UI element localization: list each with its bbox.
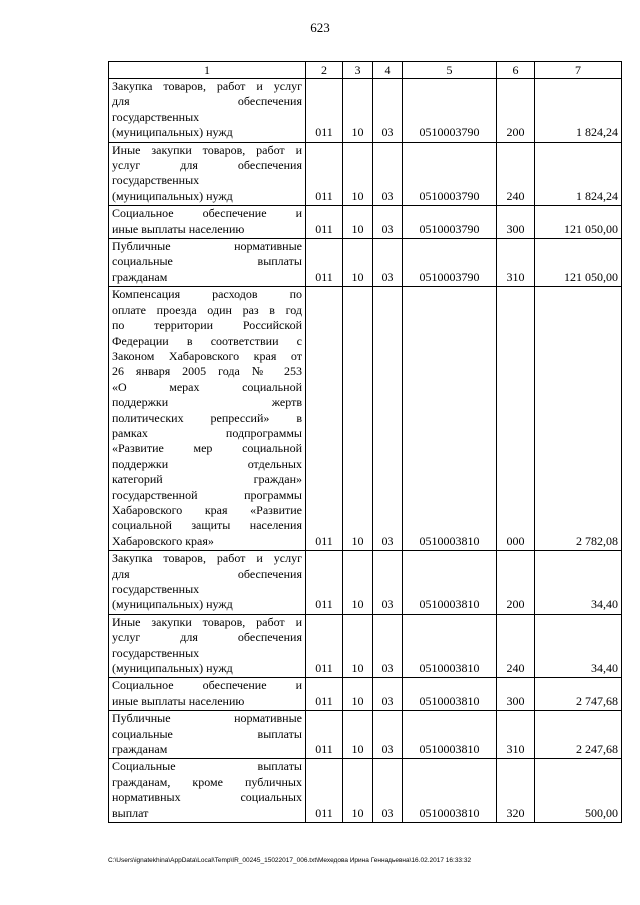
cell-section: 10 (343, 759, 373, 823)
cell-amount: 2 782,08 (535, 287, 622, 551)
cell-subsection: 03 (373, 79, 403, 143)
cell-target-article: 0510003810 (403, 614, 497, 678)
description-line: Хабаровского края» (112, 533, 214, 548)
row-description (109, 711, 306, 759)
description-line: политических репрессий» в (112, 410, 302, 425)
header-col-3: 3 (343, 62, 373, 79)
cell-code-admin: 011 (306, 287, 343, 551)
description-line: «Развитие мер социальной (112, 441, 302, 456)
description-line: гражданам (112, 269, 168, 284)
cell-expense-type: 310 (497, 711, 535, 759)
cell-section: 10 (343, 206, 373, 239)
cell-amount: 34,40 (535, 614, 622, 678)
cell-target-article: 0510003810 (403, 551, 497, 615)
description-line: гражданам, кроме публичных (112, 774, 302, 789)
description-line: Иные закупки товаров, работ и (112, 614, 302, 629)
cell-code-admin: 011 (306, 759, 343, 823)
description-line: гражданам (112, 742, 168, 757)
cell-target-article: 0510003790 (403, 206, 497, 239)
row-description (109, 759, 306, 823)
description-line: поддержки отдельных (112, 456, 302, 471)
row-description (109, 79, 306, 143)
description-line: социальные выплаты (112, 726, 302, 741)
description-line: для обеспечения (112, 94, 302, 109)
table-row (109, 79, 622, 143)
cell-amount: 1 824,24 (535, 79, 622, 143)
header-row (109, 62, 622, 79)
file-path-footer: C:\Users\ignatekhina\AppData\Local\Temp\IR_00245_15022017_006.txt\Мехедова Ирина Геннадьевна\16.02.2017 16:33:32 (108, 857, 472, 864)
cell-section: 10 (343, 614, 373, 678)
cell-code-admin: 011 (306, 711, 343, 759)
description-line: государственных (112, 645, 200, 660)
table-row (109, 239, 622, 287)
description-line: услуг для обеспечения (112, 158, 302, 173)
description-line: по территории Российской (112, 318, 302, 333)
page-number: 623 (310, 20, 330, 35)
description-line: выплат (112, 805, 149, 820)
cell-target-article: 0510003790 (403, 239, 497, 287)
header-col-2: 2 (306, 62, 343, 79)
description-line: социальной защиты населения (112, 518, 302, 533)
description-line: категорий граждан» (112, 472, 302, 487)
description-line: рамках подпрограммы (112, 425, 302, 440)
cell-section: 10 (343, 142, 373, 206)
table-row (109, 711, 622, 759)
description-line: Компенсация расходов по (112, 287, 302, 302)
cell-code-admin: 011 (306, 678, 343, 711)
description-line: 26 января 2005 года № 253 (112, 364, 302, 379)
cell-target-article: 0510003810 (403, 711, 497, 759)
cell-expense-type: 300 (497, 678, 535, 711)
cell-amount: 34,40 (535, 551, 622, 615)
row-description (109, 287, 306, 551)
cell-amount: 2 747,68 (535, 678, 622, 711)
table-row (109, 614, 622, 678)
header-col-6: 6 (497, 62, 535, 79)
cell-amount: 121 050,00 (535, 239, 622, 287)
cell-target-article: 0510003810 (403, 678, 497, 711)
cell-subsection: 03 (373, 206, 403, 239)
description-line: поддержки жертв (112, 395, 302, 410)
cell-subsection: 03 (373, 614, 403, 678)
description-line: социальные выплаты (112, 254, 302, 269)
cell-subsection: 03 (373, 711, 403, 759)
description-line: (муниципальных) нужд (112, 188, 233, 203)
cell-subsection: 03 (373, 551, 403, 615)
cell-amount: 500,00 (535, 759, 622, 823)
cell-subsection: 03 (373, 287, 403, 551)
header-col-5: 5 (403, 62, 497, 79)
description-line: услуг для обеспечения (112, 630, 302, 645)
row-description (109, 206, 306, 239)
description-line: оплате проезда один раз в год (112, 302, 302, 317)
header-col-1: 1 (109, 62, 306, 79)
cell-section: 10 (343, 239, 373, 287)
row-description (109, 678, 306, 711)
cell-subsection: 03 (373, 239, 403, 287)
row-description (109, 239, 306, 287)
cell-target-article: 0510003790 (403, 142, 497, 206)
cell-target-article: 0510003790 (403, 79, 497, 143)
cell-subsection: 03 (373, 678, 403, 711)
description-line: Социальное обеспечение и (112, 206, 302, 221)
description-line: государственных (112, 173, 200, 188)
row-description (109, 142, 306, 206)
header-col-7: 7 (535, 62, 622, 79)
cell-section: 10 (343, 79, 373, 143)
description-line: Иные закупки товаров, работ и (112, 142, 302, 157)
description-line: (муниципальных) нужд (112, 661, 233, 676)
cell-expense-type: 200 (497, 79, 535, 143)
table-row (109, 142, 622, 206)
budget-table (108, 61, 622, 823)
table-row (109, 678, 622, 711)
table-row (109, 551, 622, 615)
cell-amount: 1 824,24 (535, 142, 622, 206)
cell-subsection: 03 (373, 142, 403, 206)
cell-section: 10 (343, 678, 373, 711)
description-line: Законом Хабаровского края от (112, 348, 302, 363)
cell-expense-type: 240 (497, 614, 535, 678)
description-line: Публичные нормативные (112, 239, 302, 254)
cell-subsection: 03 (373, 759, 403, 823)
description-line: Социальное обеспечение и (112, 678, 302, 693)
cell-section: 10 (343, 287, 373, 551)
cell-expense-type: 320 (497, 759, 535, 823)
cell-expense-type: 200 (497, 551, 535, 615)
cell-code-admin: 011 (306, 551, 343, 615)
cell-code-admin: 011 (306, 614, 343, 678)
cell-expense-type: 300 (497, 206, 535, 239)
table-row (109, 287, 622, 551)
description-line: государственной программы (112, 487, 302, 502)
row-description (109, 614, 306, 678)
description-line: Социальные выплаты (112, 759, 302, 774)
cell-amount: 121 050,00 (535, 206, 622, 239)
cell-section: 10 (343, 711, 373, 759)
table-row (109, 206, 622, 239)
cell-target-article: 0510003810 (403, 287, 497, 551)
description-line: нормативных социальных (112, 790, 302, 805)
cell-amount: 2 247,68 (535, 711, 622, 759)
row-description (109, 551, 306, 615)
description-line: (муниципальных) нужд (112, 125, 233, 140)
description-line: Закупка товаров, работ и услуг (112, 79, 302, 93)
description-line: для обеспечения (112, 566, 302, 581)
description-line: Публичные нормативные (112, 711, 302, 726)
table-row (109, 759, 622, 823)
cell-target-article: 0510003810 (403, 759, 497, 823)
table-body (109, 79, 622, 823)
description-line: иные выплаты населению (112, 221, 245, 236)
cell-code-admin: 011 (306, 206, 343, 239)
description-line: (муниципальных) нужд (112, 597, 233, 612)
description-line: Хабаровского края «Развитие (112, 502, 302, 517)
description-line: государственных (112, 109, 200, 124)
description-line: «О мерах социальной (112, 379, 302, 394)
cell-code-admin: 011 (306, 79, 343, 143)
cell-code-admin: 011 (306, 239, 343, 287)
cell-code-admin: 011 (306, 142, 343, 206)
cell-expense-type: 240 (497, 142, 535, 206)
cell-expense-type: 000 (497, 287, 535, 551)
cell-expense-type: 310 (497, 239, 535, 287)
description-line: Федерации в соответствии с (112, 333, 302, 348)
description-line: Закупка товаров, работ и услуг (112, 551, 302, 566)
description-line: иные выплаты населению (112, 693, 245, 708)
description-line: государственных (112, 582, 200, 596)
header-col-4: 4 (373, 62, 403, 79)
cell-section: 10 (343, 551, 373, 615)
